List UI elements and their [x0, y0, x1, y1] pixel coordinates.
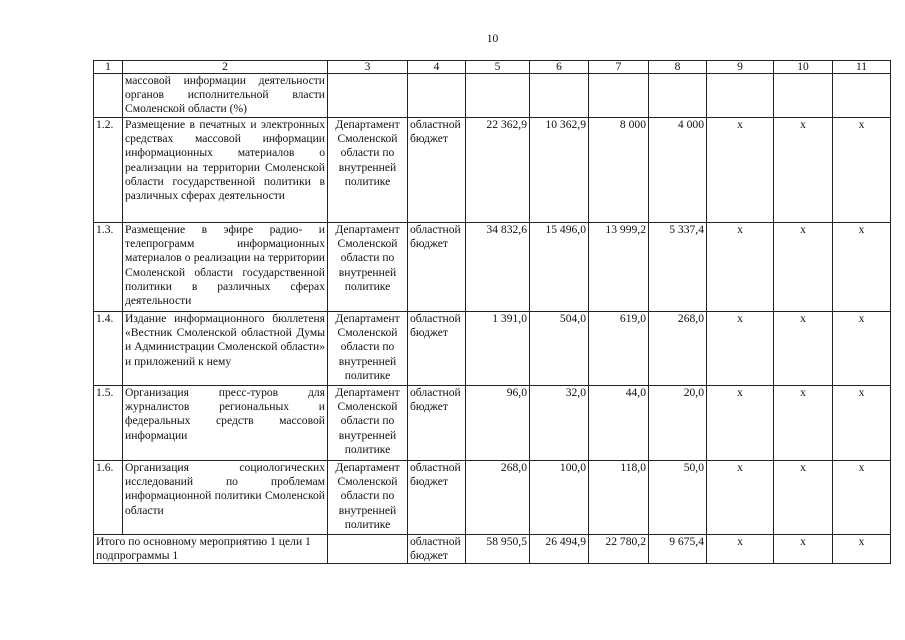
row-number: 1.4. [94, 312, 123, 386]
column-number: 7 [589, 61, 649, 74]
table-row [94, 223, 891, 312]
executor: Департамент Смоленской области по внутренней политике [328, 461, 408, 535]
amount-total: 22 362,9 [466, 118, 530, 223]
amount-year-3: 50,0 [649, 461, 707, 535]
amount-year-1: 100,0 [530, 461, 589, 535]
indicator-cell: х [774, 118, 833, 223]
indicator-cell: х [707, 461, 774, 535]
indicator-cell: х [707, 386, 774, 461]
table-row [94, 386, 891, 461]
table-row [94, 461, 891, 535]
indicator-cell: х [707, 118, 774, 223]
table-row [94, 312, 891, 386]
column-number: 2 [123, 61, 328, 74]
indicator-cell: х [833, 118, 891, 223]
row-number: 1.2. [94, 118, 123, 223]
amount-total: 34 832,6 [466, 223, 530, 312]
table-row-total [94, 535, 891, 564]
total-label: Итого по основному мероприятию 1 цели 1 подпрограммы 1 [94, 535, 328, 564]
amount-year-2: 118,0 [589, 461, 649, 535]
indicator-cell: х [833, 312, 891, 386]
amount-total: 58 950,5 [466, 535, 530, 564]
amount-year-3: 9 675,4 [649, 535, 707, 564]
funding-source: областной бюджет [408, 223, 466, 312]
amount-year-1: 504,0 [530, 312, 589, 386]
column-number: 6 [530, 61, 589, 74]
funding-source: областной бюджет [408, 386, 466, 461]
amount-year-1: 32,0 [530, 386, 589, 461]
table-row [94, 118, 891, 223]
amount-year-3: 4 000 [649, 118, 707, 223]
amount-year-3: 20,0 [649, 386, 707, 461]
indicator-cell: х [833, 386, 891, 461]
measure-name: Размещение в эфире радио- и телепрограмм информационных материалов о реализации на территории Смоленской области государственной политики в различных сферах деятельности [123, 223, 328, 312]
indicator-cell: х [833, 223, 891, 312]
funding-source: областной бюджет [408, 312, 466, 386]
executor: Департамент Смоленской области по внутренней политике [328, 118, 408, 223]
funding-source: областной бюджет [408, 461, 466, 535]
indicator-cell: х [774, 461, 833, 535]
amount-year-3: 5 337,4 [649, 223, 707, 312]
column-number: 8 [649, 61, 707, 74]
column-number: 11 [833, 61, 891, 74]
measure-name: Организация пресс-туров для журналистов региональных и федеральных средств массовой информации [123, 386, 328, 461]
executor: Департамент Смоленской области по внутренней политике [328, 312, 408, 386]
row-number: 1.6. [94, 461, 123, 535]
measure-name: Издание информационного бюллетеня «Вестник Смоленской областной Думы и Администрации Смоленской области» и приложений к нему [123, 312, 328, 386]
amount-year-2: 44,0 [589, 386, 649, 461]
table-row-continuation [94, 74, 891, 118]
row-number: 1.3. [94, 223, 123, 312]
indicator-cell: х [707, 535, 774, 564]
indicator-cell: х [833, 461, 891, 535]
indicator-cell: х [707, 223, 774, 312]
funding-source: областной бюджет [408, 535, 466, 564]
row-number: 1.5. [94, 386, 123, 461]
indicator-cell: х [774, 312, 833, 386]
indicator-cell: х [774, 386, 833, 461]
amount-year-2: 13 999,2 [589, 223, 649, 312]
amount-year-2: 619,0 [589, 312, 649, 386]
executor: Департамент Смоленской области по внутренней политике [328, 386, 408, 461]
amount-year-1: 26 494,9 [530, 535, 589, 564]
column-number-row [94, 61, 891, 74]
page-number: 10 [486, 33, 499, 45]
column-number: 1 [94, 61, 123, 74]
column-number: 9 [707, 61, 774, 74]
measure-name: массовой информации деятельности органов исполнительной власти Смоленской области (%) [123, 74, 328, 118]
amount-total: 268,0 [466, 461, 530, 535]
executor: Департамент Смоленской области по внутренней политике [328, 223, 408, 312]
indicator-cell: х [774, 535, 833, 564]
column-number: 5 [466, 61, 530, 74]
amount-year-2: 8 000 [589, 118, 649, 223]
amount-total: 1 391,0 [466, 312, 530, 386]
budget-table [93, 60, 891, 564]
amount-year-3: 268,0 [649, 312, 707, 386]
column-number: 10 [774, 61, 833, 74]
amount-year-1: 10 362,9 [530, 118, 589, 223]
indicator-cell: х [833, 535, 891, 564]
amount-total: 96,0 [466, 386, 530, 461]
measure-name: Размещение в печатных и электронных средствах массовой информации информационных материалов о реализации на территории Смоленской области государственной политики в различных сферах деятельности [123, 118, 328, 223]
amount-year-2: 22 780,2 [589, 535, 649, 564]
measure-name: Организация социологических исследований по проблемам информационной политики Смоленской области [123, 461, 328, 535]
indicator-cell: х [774, 223, 833, 312]
column-number: 3 [328, 61, 408, 74]
column-number: 4 [408, 61, 466, 74]
funding-source: областной бюджет [408, 118, 466, 223]
indicator-cell: х [707, 312, 774, 386]
amount-year-1: 15 496,0 [530, 223, 589, 312]
